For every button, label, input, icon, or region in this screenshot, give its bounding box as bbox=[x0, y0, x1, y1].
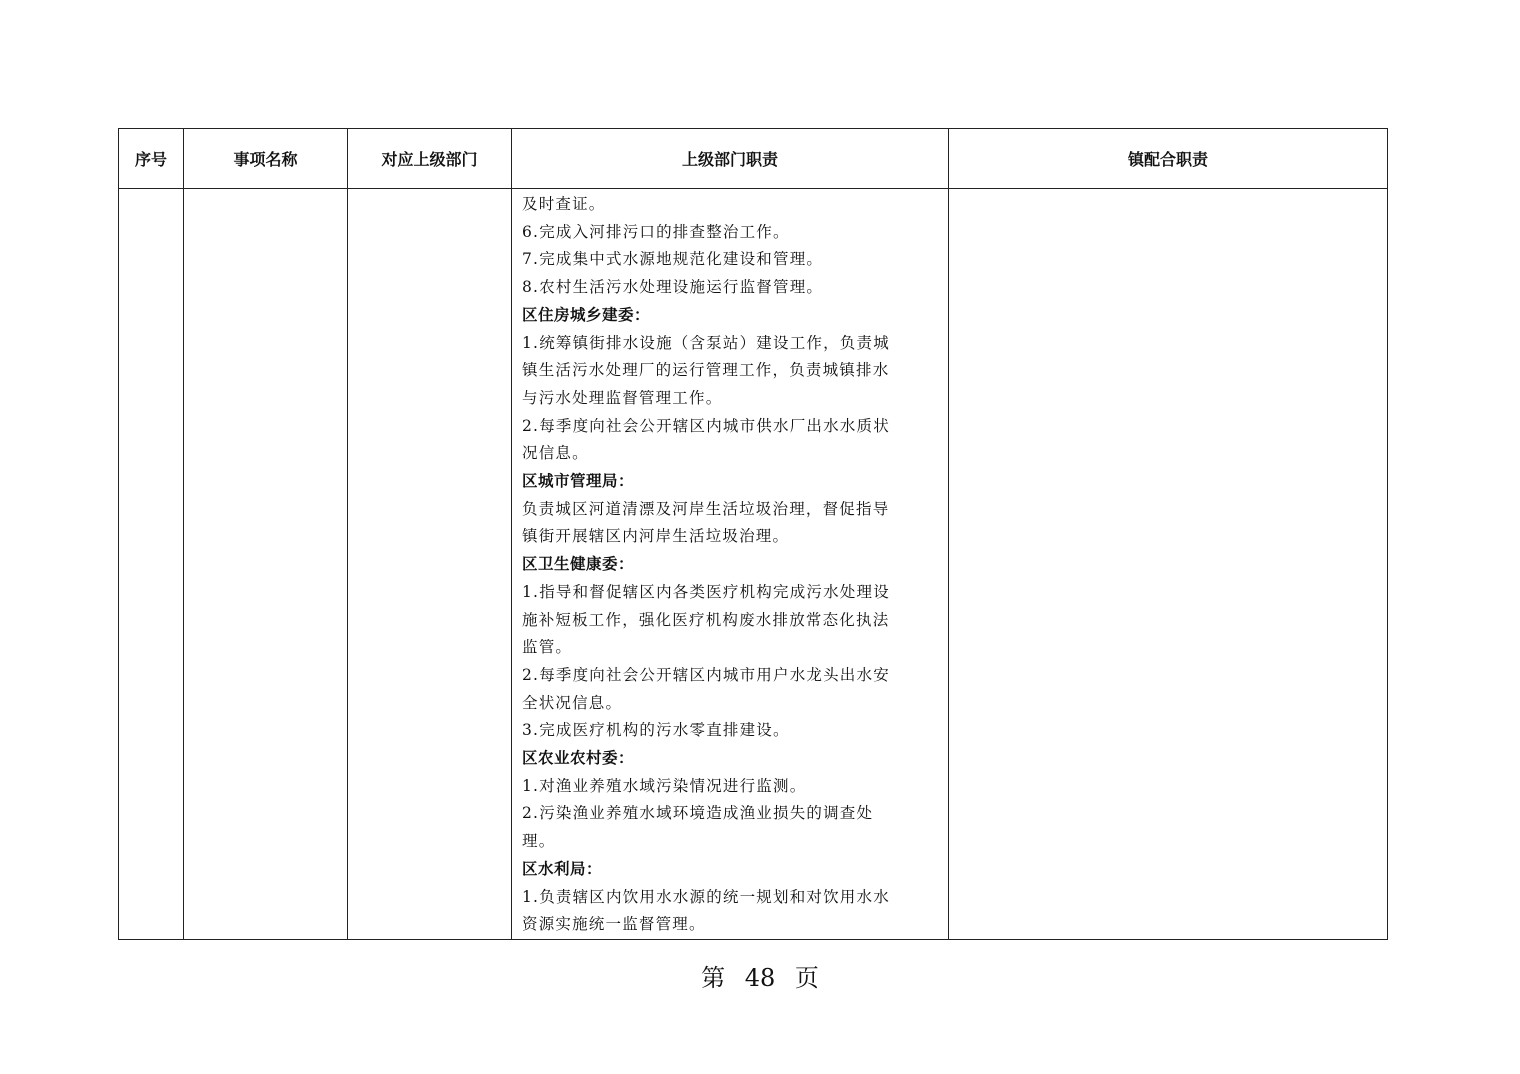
department-heading: 区城市管理局： bbox=[522, 472, 635, 491]
duty-line: 资源实施统一监督管理。 bbox=[522, 915, 706, 934]
table-header-row bbox=[119, 129, 1388, 189]
responsibility-table bbox=[118, 128, 1388, 940]
duty-line: 镇街开展辖区内河岸生活垃圾治理。 bbox=[522, 527, 790, 546]
duty-line: 与污水处理监督管理工作。 bbox=[522, 388, 723, 407]
page-footer bbox=[0, 960, 1520, 996]
duty-line: 及时查证。 bbox=[522, 195, 606, 213]
page-number: 48 bbox=[744, 964, 776, 992]
cell-seq bbox=[119, 189, 184, 940]
department-heading: 区水利局： bbox=[522, 859, 603, 878]
duty-line: 3.完成医疗机构的污水零直排建设。 bbox=[522, 721, 790, 740]
department-heading: 区卫生健康委： bbox=[522, 555, 635, 574]
duty-line: 1.统筹镇街排水设施（含泵站）建设工作，负责城 bbox=[522, 333, 890, 352]
duty-line: 1.负责辖区内饮用水水源的统一规划和对饮用水水 bbox=[522, 887, 890, 906]
duty-line: 7.完成集中式水源地规范化建设和管理。 bbox=[522, 250, 824, 269]
page-prefix: 第 bbox=[701, 964, 726, 992]
header-seq: 序号 bbox=[119, 129, 184, 189]
department-heading: 区农业农村委： bbox=[522, 749, 635, 768]
duty-line: 全状况信息。 bbox=[522, 693, 623, 712]
duty-line: 施补短板工作，强化医疗机构废水排放常态化执法 bbox=[522, 610, 890, 629]
duty-line: 镇生活污水处理厂的运行管理工作，负责城镇排水 bbox=[522, 361, 890, 380]
duty-line: 况信息。 bbox=[522, 444, 589, 463]
duty-line: 2.每季度向社会公开辖区内城市供水厂出水水质状 bbox=[522, 416, 890, 435]
page-suffix: 页 bbox=[794, 964, 819, 992]
duty-line: 监管。 bbox=[522, 638, 573, 657]
header-town-duties: 镇配合职责 bbox=[949, 129, 1388, 189]
cell-item-name bbox=[184, 189, 348, 940]
duty-line: 2.污染渔业养殖水域环境造成渔业损失的调查处 bbox=[522, 804, 874, 823]
duty-line: 负责城区河道清漂及河岸生活垃圾治理，督促指导 bbox=[522, 499, 890, 518]
duty-line: 8.农村生活污水处理设施运行监督管理。 bbox=[522, 278, 824, 297]
duty-line: 1.对渔业养殖水域污染情况进行监测。 bbox=[522, 776, 807, 795]
duty-line: 理。 bbox=[522, 832, 556, 851]
superior-duties-text bbox=[522, 191, 938, 939]
department-heading: 区住房城乡建委： bbox=[522, 305, 651, 324]
cell-superior-duties bbox=[512, 189, 949, 940]
table-row bbox=[119, 189, 1388, 940]
header-superior-dept: 对应上级部门 bbox=[348, 129, 512, 189]
duty-line: 2.每季度向社会公开辖区内城市用户水龙头出水安 bbox=[522, 665, 890, 684]
cell-superior-dept bbox=[348, 189, 512, 940]
duty-line: 1.指导和督促辖区内各类医疗机构完成污水处理设 bbox=[522, 582, 890, 601]
header-superior-duties: 上级部门职责 bbox=[512, 129, 949, 189]
cell-town-duties bbox=[949, 189, 1388, 940]
duty-line: 6.完成入河排污口的排查整治工作。 bbox=[522, 222, 790, 241]
header-item-name: 事项名称 bbox=[184, 129, 348, 189]
